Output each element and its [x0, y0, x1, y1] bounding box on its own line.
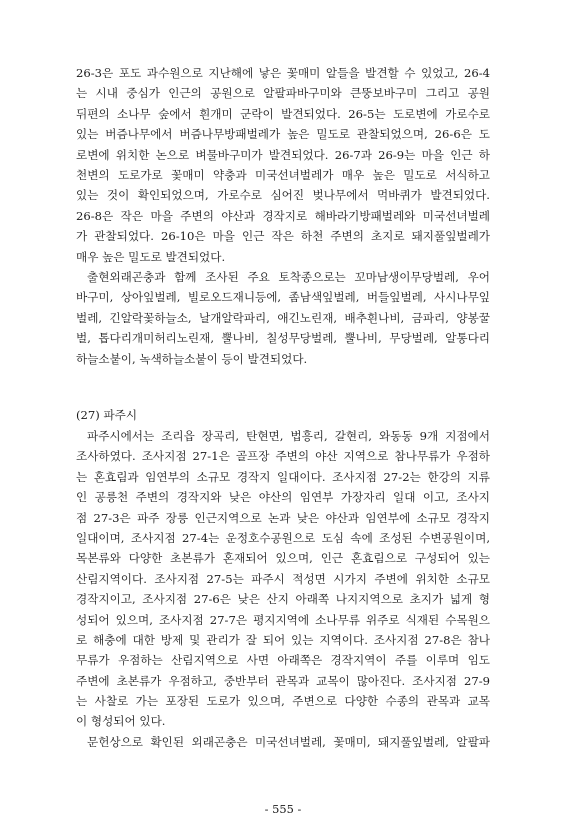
paragraph-site-26-descriptions	[76, 63, 490, 267]
text-line: 산림지역이다. 조사지점 27-5는 파주시 적성면 시가지 주변에 위치한 소규모	[76, 571, 490, 586]
text-line: 있는 것이 확인되었으며, 가로수로 심어진 벚나무에서 먹바퀴가 발견되었다.	[76, 188, 490, 203]
page-number: - 555 -	[264, 802, 302, 816]
text-line: 인 공릉천 주변의 경작지와 낮은 야산의 임연부 가장자리 일대 이고, 조사지	[76, 490, 490, 505]
text-line: 하늘소붙이, 녹색하늘소붙이 등이 발견되었다.	[76, 351, 308, 366]
text-line: 는 시내 중심가 인근의 공원으로 알팔파바구미와 큰뚱보바구미 그리고 공원	[76, 86, 490, 101]
text-line: 매우 높은 밀도로 발견되었다.	[76, 249, 226, 264]
section-heading: (27) 파주시	[76, 408, 138, 422]
text-line: 경작지이고, 조사지점 27-6은 낮은 산지 아래쪽 나지지역으로 초지가 넓게 형	[76, 592, 490, 607]
text-line: 점 27-3은 파주 장릉 인근지역으로 논과 낮은 야산과 임연부에 소규모 경작지	[76, 510, 490, 525]
text-line: 있는 버즘나무에서 버즘나무방패벌레가 높은 밀도로 관찰되었으며, 26-6은 도	[76, 127, 490, 142]
text-line: 파주시에서는 조리읍 장곡리, 탄현면, 법흥리, 갈현리, 와동동 9개 지점에서	[87, 429, 490, 443]
text-line: 바구미, 상아잎벌레, 빌로오드재니등에, 좀남색잎벌레, 버들잎벌레, 사시나무잎	[76, 290, 490, 305]
text-line: 뒤편의 소나무 숲에서 흰개미 군락이 발견되었다. 26-5는 도로변에 가로수로	[76, 106, 490, 121]
text-line: 26-3은 포도 과수원으로 지난해에 낳은 꽃매미 알들을 발견할 수 있었고, 26-4	[76, 66, 490, 80]
text-line: 가 관찰되었다. 26-10은 마을 인근 작은 하천 주변의 초지로 돼지풀잎벌레가	[76, 229, 490, 244]
text-line: 주변에 초본류가 우점하고, 중반부터 관목과 교목이 많아진다. 조사지점 27-9	[76, 673, 490, 688]
text-line: 일대이며, 조사지점 27-4는 운정호수공원으로 도심 속에 조성된 수변공원이며,	[76, 530, 490, 545]
paragraph-literature-species	[76, 732, 490, 752]
text-line: 는 사찰로 가는 포장된 도로가 있으며, 주변으로 다양한 수종의 관목과 교목	[76, 694, 490, 709]
text-line: 로 해충에 대한 방제 및 관리가 잘 되어 있는 지역이다. 조사지점 27-8은 참나	[76, 632, 490, 647]
text-line: 조사하였다. 조사지점 27-1은 골프장 주변의 야산 지역으로 참나무류가 우점하	[76, 449, 490, 464]
text-line: 로변에 위치한 논으로 벼물바구미가 발견되었다. 26-7과 26-9는 마을 인근 하	[76, 147, 490, 162]
paragraph-native-species	[76, 267, 490, 369]
text-line: 목본류와 다양한 초본류가 혼재되어 있으며, 인근 혼효림으로 구성되어 있는	[76, 551, 490, 566]
text-line: 는 혼효림과 임연부의 소규모 경작지 일대이다. 조사지점 27-2는 한강의 지류	[76, 469, 490, 484]
text-line: 문헌상으로 확인된 외래곤충은 미국선녀벌레, 꽃매미, 돼지풀잎벌레, 알팔파	[87, 735, 490, 749]
text-line: 무류가 우점하는 산림지역으로 사면 아래쪽은 경작지역이 주를 이루며 임도	[76, 653, 490, 668]
text-line: 출현외래곤충과 함께 조사된 주요 토착종으로는 꼬마남생이무당벌레, 우어	[87, 270, 490, 284]
text-line: 벌, 톱다리개미허리노린재, 뿔나비, 칠성무당벌레, 뿔나비, 무당벌레, 알통다리	[76, 331, 490, 346]
text-line: 벌레, 긴알락꽃하늘소, 날개알락파리, 애긴노린재, 배추흰나비, 금파리, 양봉꿀	[76, 310, 490, 325]
text-line: 천변의 도로가로 꽃매미 약충과 미국선녀벌레가 매우 높은 밀도로 서식하고	[76, 167, 490, 182]
paragraph-paju-survey-sites	[76, 426, 490, 732]
text-line: 성되어 있으며, 조사지점 27-7은 평지지역에 소나무류 위주로 식재된 수목원으	[76, 612, 490, 627]
text-line: 26-8은 작은 마을 주변의 야산과 경작지로 해바라기방패벌레와 미국선녀벌레	[76, 208, 490, 223]
text-line: 이 형성되어 있다.	[76, 714, 166, 729]
